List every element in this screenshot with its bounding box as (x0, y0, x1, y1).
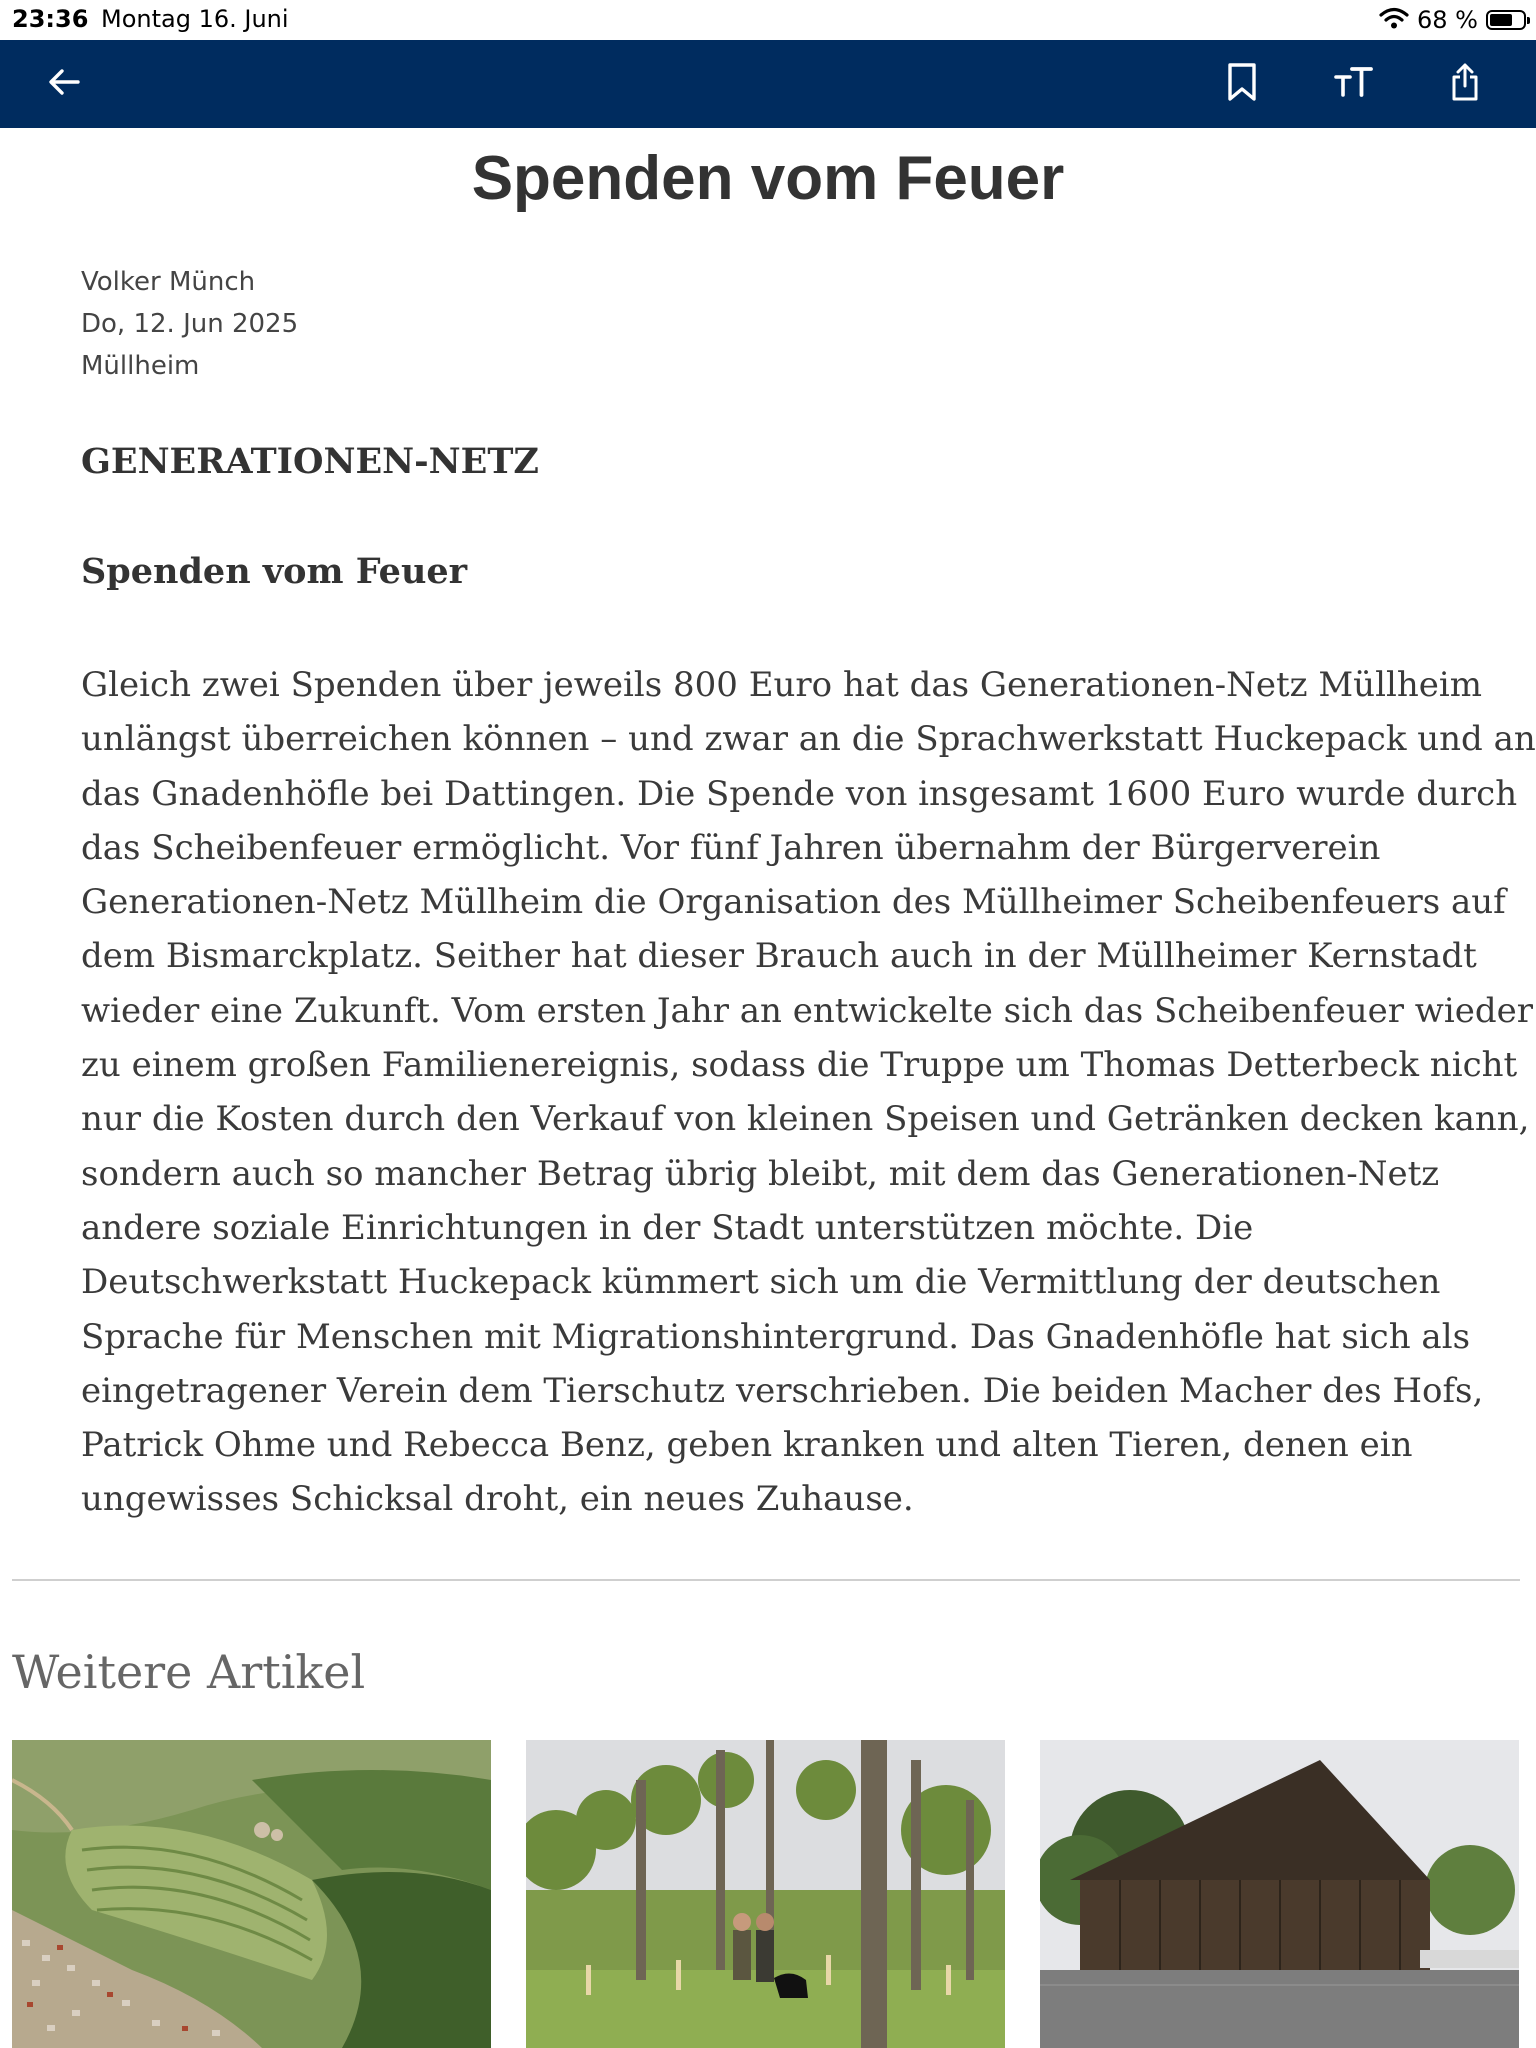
text-size-button[interactable] (1309, 40, 1397, 128)
body-line: sondern auch so mancher Betrag übrig bleibt, mit dem das Generationen-Netz (81, 1153, 1440, 1194)
bookmark-icon (1226, 62, 1258, 107)
body-line: andere soziale Einrichtungen in der Stadt unterstützen möchte. Die (81, 1207, 1254, 1248)
body-line: dem Bismarckplatz. Seither hat dieser Brauch auch in der Müllheimer Kernstadt (81, 936, 1477, 977)
status-bar (0, 0, 1536, 40)
text-size-icon (1333, 65, 1373, 104)
body-line: eingetragener Verein dem Tierschutz verschrieben. Die beiden Macher des Hofs, (81, 1370, 1484, 1411)
article-author: Volker Münch (81, 267, 256, 297)
forest-people-dog-photo (526, 1740, 1005, 2048)
body-line: wieder eine Zukunft. Vom ersten Jahr an entwickelte sich das Scheibenfeuer wieder (81, 990, 1534, 1031)
section-divider (12, 1579, 1520, 1581)
battery-icon (1486, 10, 1526, 30)
body-line: ungewisses Schicksal droht, ein neues Zuhause. (81, 1479, 914, 1520)
article-card-forest[interactable] (526, 1740, 1005, 2048)
article-date: Do, 12. Jun 2025 (81, 309, 299, 339)
body-line: zu einem großen Familienereignis, sodass die Truppe um Thomas Detterbeck nicht (81, 1045, 1518, 1086)
body-line: das Gnadenhöfle bei Dattingen. Die Spende von insgesamt 1600 Euro wurde durch (81, 773, 1518, 814)
battery-percent: 68 % (1417, 6, 1478, 34)
aerial-vineyard-photo (12, 1740, 491, 2048)
more-articles-heading: Weitere Artikel (12, 1645, 366, 1699)
bookmark-button[interactable] (1198, 40, 1286, 128)
body-line: Generationen-Netz Müllheim die Organisation des Müllheimer Scheibenfeuers auf (81, 882, 1506, 923)
wifi-icon (1379, 7, 1409, 34)
body-line: nur die Kosten durch den Verkauf von kleinen Speisen und Getränken decken kann, (81, 1099, 1530, 1140)
wooden-barn-photo (1040, 1740, 1519, 2048)
share-button[interactable] (1421, 40, 1509, 128)
body-line: das Scheibenfeuer ermöglicht. Vor fünf Jahren übernahm der Bürgerverein (81, 827, 1381, 868)
share-icon (1449, 62, 1481, 107)
body-line: Deutschwerkstatt Huckepack kümmert sich um die Vermittlung der deutschen (81, 1262, 1441, 1303)
article-meta (81, 261, 298, 387)
status-time: 23:36 (12, 5, 89, 33)
article-card-barn[interactable] (1040, 1740, 1519, 2048)
article-card-aerial-vineyard[interactable] (12, 1740, 491, 2048)
article-title: Spenden vom Feuer (471, 144, 1065, 213)
article-subheadline: Spenden vom Feuer (81, 551, 468, 592)
back-button[interactable] (20, 40, 108, 128)
arrow-left-icon (46, 64, 82, 105)
body-line: Sprache für Menschen mit Migrationshintergrund. Das Gnadenhöfle hat sich als (81, 1316, 1471, 1357)
article-location: Müllheim (81, 351, 200, 381)
body-line: Gleich zwei Spenden über jeweils 800 Euro hat das Generationen-Netz Müllheim (81, 665, 1482, 705)
body-line: unlängst überreichen können – und zwar an die Sprachwerkstatt Huckepack und an (81, 719, 1536, 760)
status-date: Montag 16. Juni (101, 5, 289, 33)
status-indicators (1379, 6, 1526, 34)
article-kicker: GENERATIONEN-NETZ (81, 441, 539, 482)
article-body (81, 658, 1536, 1527)
article-toolbar (0, 40, 1536, 128)
body-line: Patrick Ohme und Rebecca Benz, geben kranken und alten Tieren, denen ein (81, 1425, 1413, 1466)
